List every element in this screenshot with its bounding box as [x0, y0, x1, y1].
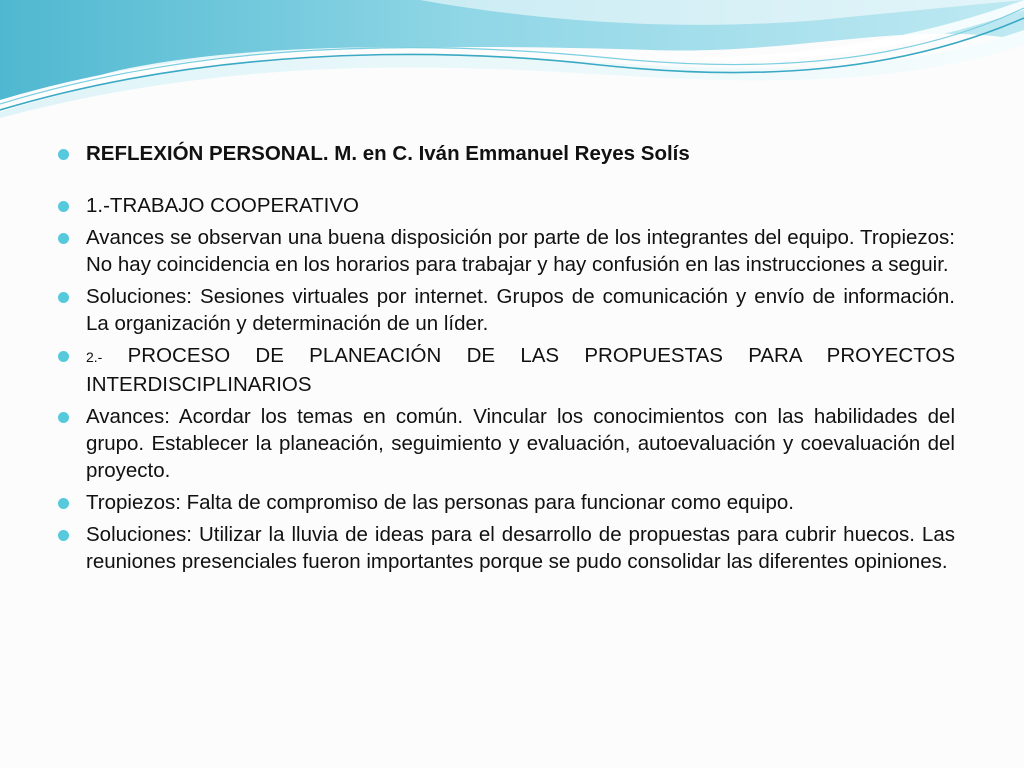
list-item-text: Avances se observan una buena disposición por parte de los integrantes del equipo. Tropiezos: No hay coincidencia en los horarios para trabajar y hay confusión en las instrucciones a seguir. — [86, 226, 955, 276]
list-item — [58, 403, 955, 484]
circle-bullet-icon — [58, 201, 69, 212]
list-item — [58, 140, 955, 167]
circle-bullet-icon — [58, 530, 69, 541]
circle-bullet-icon — [58, 498, 69, 509]
bullet-list — [58, 140, 955, 575]
circle-bullet-icon — [58, 292, 69, 303]
list-item — [58, 224, 955, 278]
list-item-text: Tropiezos: Falta de compromiso de las personas para funcionar como equipo. — [86, 491, 795, 514]
list-item-text: Soluciones: Utilizar la lluvia de ideas para el desarrollo de propuestas para cubrir huecos. Las reuniones presenciales fueron importantes porque se pudo consolidar las diferentes opiniones. — [86, 523, 955, 573]
list-item — [58, 489, 955, 516]
header-wave-decoration — [0, 0, 1024, 130]
section-heading: PROCESO DE PLANEACIÓN DE LAS PROPUESTAS PARA PROYECTOS INTERDISCIPLINARIOS — [86, 344, 955, 396]
list-item — [58, 521, 955, 575]
section-number: 2.- — [86, 349, 103, 365]
circle-bullet-icon — [58, 149, 69, 160]
circle-bullet-icon — [58, 412, 69, 423]
section-heading: 1.-TRABAJO COOPERATIVO — [86, 194, 359, 217]
slide-body — [58, 140, 955, 580]
slide-title: REFLEXIÓN PERSONAL. M. en C. Iván Emmanuel Reyes Solís — [86, 142, 690, 165]
circle-bullet-icon — [58, 233, 69, 244]
list-item — [58, 192, 955, 219]
list-item — [58, 342, 955, 398]
list-item-text: Avances: Acordar los temas en común. Vincular los conocimientos con las habilidades del grupo. Establecer la planeación, seguimiento y evaluación, autoevaluación y coevaluación del proyecto. — [86, 405, 955, 482]
list-item-text: Soluciones: Sesiones virtuales por internet. Grupos de comunicación y envío de información. La organización y determinación de un líder. — [86, 285, 955, 335]
list-item — [58, 283, 955, 337]
circle-bullet-icon — [58, 351, 69, 362]
